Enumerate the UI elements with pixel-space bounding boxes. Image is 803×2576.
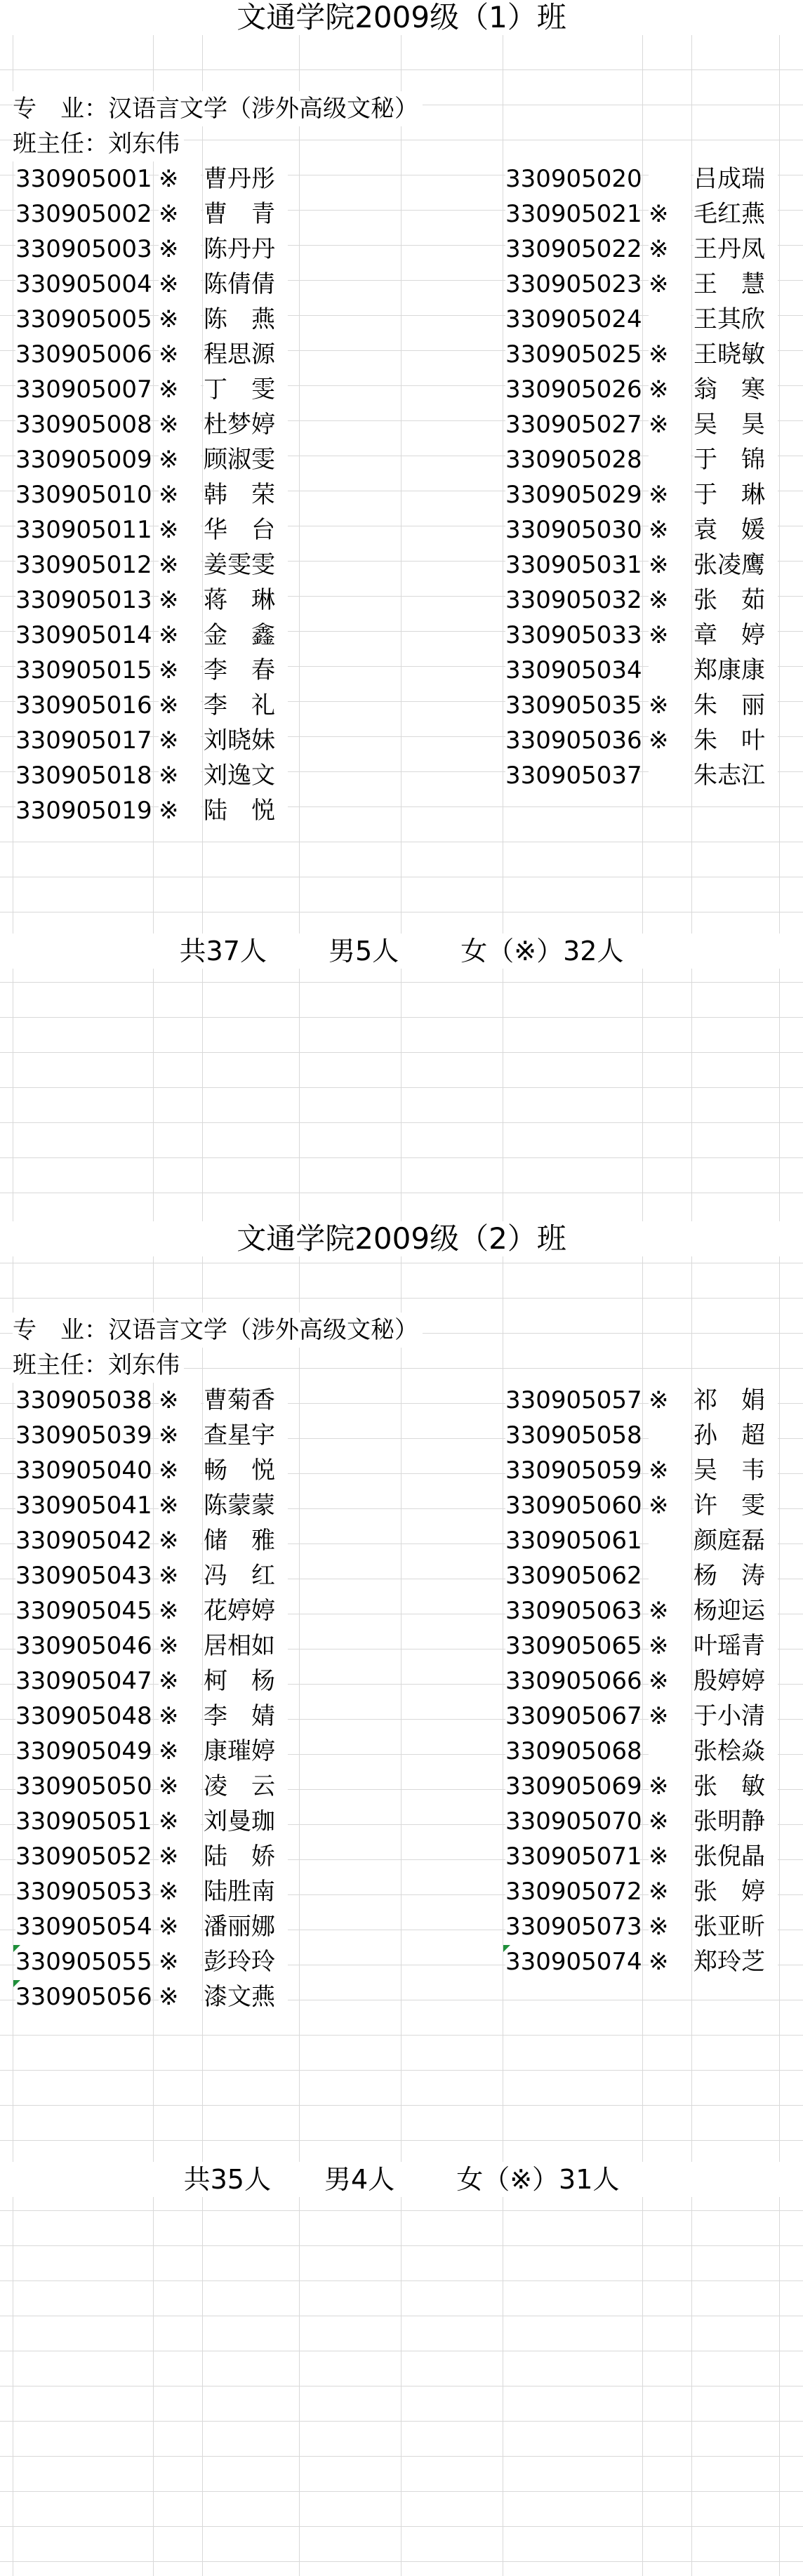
female-mark: ※ bbox=[649, 1699, 691, 1734]
student-name: 畅 悦 bbox=[204, 1453, 288, 1488]
student-name: 郑玲芝 bbox=[694, 1944, 778, 1979]
student-id: 330905049 bbox=[15, 1734, 149, 1769]
student-name: 查星宇 bbox=[204, 1418, 288, 1453]
student-id: 330905067 bbox=[505, 1699, 639, 1734]
student-name: 居相如 bbox=[204, 1628, 288, 1664]
student-id: 330905071 bbox=[505, 1839, 639, 1874]
student-name: 冯 红 bbox=[204, 1558, 288, 1593]
female-mark: ※ bbox=[159, 547, 201, 583]
female-mark: ※ bbox=[159, 1488, 201, 1523]
student-id: 330905024 bbox=[505, 302, 639, 337]
student-id: 330905015 bbox=[15, 653, 149, 688]
female-mark: ※ bbox=[159, 1944, 201, 1979]
student-id: 330905019 bbox=[15, 793, 149, 828]
female-mark: ※ bbox=[649, 477, 691, 512]
student-name: 姜雯雯 bbox=[204, 547, 288, 583]
student-id: 330905009 bbox=[15, 442, 149, 477]
student-name: 刘逸文 bbox=[204, 758, 288, 793]
student-name: 彭玲玲 bbox=[204, 1944, 288, 1979]
student-name: 康璀婷 bbox=[204, 1734, 288, 1769]
female-mark: ※ bbox=[649, 1488, 691, 1523]
student-name: 刘曼珈 bbox=[204, 1804, 288, 1839]
student-name: 章 婷 bbox=[694, 618, 778, 653]
student-id: 330905052 bbox=[15, 1839, 149, 1874]
student-name: 孙 超 bbox=[694, 1418, 778, 1453]
female-mark: ※ bbox=[649, 1453, 691, 1488]
female-mark: ※ bbox=[649, 1628, 691, 1664]
female-mark: ※ bbox=[159, 1523, 201, 1558]
class-summary-1: 共37人 男5人 女（※）32人 bbox=[0, 934, 803, 969]
female-mark: ※ bbox=[649, 1769, 691, 1804]
student-name: 张明静 bbox=[694, 1804, 778, 1839]
female-mark: ※ bbox=[159, 1874, 201, 1909]
teacher-value: 刘东伟 bbox=[108, 130, 180, 158]
student-name: 王 慧 bbox=[694, 267, 778, 302]
student-id: 330905045 bbox=[15, 1593, 149, 1628]
teacher-row-1 bbox=[13, 126, 184, 161]
student-name: 祁 娟 bbox=[694, 1383, 778, 1418]
female-mark: ※ bbox=[159, 1839, 201, 1874]
female-mark: ※ bbox=[649, 1874, 691, 1909]
teacher-label: 班主任： bbox=[13, 1351, 108, 1379]
female-mark bbox=[649, 1523, 691, 1558]
class-title-1: 文通学院2009级（1）班 bbox=[0, 0, 803, 35]
student-id: 330905058 bbox=[505, 1418, 639, 1453]
student-name: 叶瑶青 bbox=[694, 1628, 778, 1664]
cell-marker bbox=[13, 1980, 20, 1987]
student-id: 330905001 bbox=[15, 161, 149, 197]
cell-marker bbox=[13, 1945, 20, 1952]
student-id: 330905026 bbox=[505, 372, 639, 407]
student-name: 于 琳 bbox=[694, 477, 778, 512]
student-name: 于小清 bbox=[694, 1699, 778, 1734]
female-mark: ※ bbox=[649, 197, 691, 232]
student-name: 刘晓妹 bbox=[204, 723, 288, 758]
female-mark: ※ bbox=[159, 1453, 201, 1488]
student-id: 330905041 bbox=[15, 1488, 149, 1523]
student-name: 陈倩倩 bbox=[204, 267, 288, 302]
student-name: 曹菊香 bbox=[204, 1383, 288, 1418]
student-name: 毛红燕 bbox=[694, 197, 778, 232]
student-id: 330905069 bbox=[505, 1769, 639, 1804]
student-name: 顾淑雯 bbox=[204, 442, 288, 477]
major-value: 汉语言文学（涉外高级文秘） bbox=[108, 1316, 418, 1344]
female-mark bbox=[649, 302, 691, 337]
student-name: 李 礼 bbox=[204, 688, 288, 723]
female-mark: ※ bbox=[159, 1804, 201, 1839]
student-id: 330905007 bbox=[15, 372, 149, 407]
student-name: 华 台 bbox=[204, 512, 288, 547]
student-name: 朱 丽 bbox=[694, 688, 778, 723]
female-mark: ※ bbox=[649, 337, 691, 372]
female-mark: ※ bbox=[159, 1769, 201, 1804]
student-id: 330905066 bbox=[505, 1664, 639, 1699]
student-name: 程思源 bbox=[204, 337, 288, 372]
student-name: 杜梦婷 bbox=[204, 407, 288, 442]
student-id: 330905043 bbox=[15, 1558, 149, 1593]
female-mark: ※ bbox=[159, 407, 201, 442]
major-row-2 bbox=[13, 1313, 423, 1348]
female-mark: ※ bbox=[159, 618, 201, 653]
student-id: 330905005 bbox=[15, 302, 149, 337]
student-id: 330905013 bbox=[15, 583, 149, 618]
female-mark: ※ bbox=[159, 653, 201, 688]
female-mark: ※ bbox=[649, 1804, 691, 1839]
student-name: 朱 叶 bbox=[694, 723, 778, 758]
student-name: 储 雅 bbox=[204, 1523, 288, 1558]
female-mark: ※ bbox=[159, 1383, 201, 1418]
student-id: 330905074 bbox=[505, 1944, 639, 1979]
female-mark: ※ bbox=[159, 1734, 201, 1769]
female-mark: ※ bbox=[159, 1558, 201, 1593]
student-name: 吴 昊 bbox=[694, 407, 778, 442]
cell-marker bbox=[503, 1945, 510, 1952]
student-name: 陈丹丹 bbox=[204, 232, 288, 267]
female-mark: ※ bbox=[649, 688, 691, 723]
student-name: 柯 杨 bbox=[204, 1664, 288, 1699]
female-mark: ※ bbox=[649, 1593, 691, 1628]
student-id: 330905061 bbox=[505, 1523, 639, 1558]
student-name: 杨 涛 bbox=[694, 1558, 778, 1593]
student-name: 韩 荣 bbox=[204, 477, 288, 512]
student-id: 330905012 bbox=[15, 547, 149, 583]
female-mark bbox=[649, 1558, 691, 1593]
female-mark: ※ bbox=[159, 1418, 201, 1453]
student-id: 330905051 bbox=[15, 1804, 149, 1839]
teacher-value: 刘东伟 bbox=[108, 1351, 180, 1379]
female-mark: ※ bbox=[649, 1383, 691, 1418]
student-id: 330905070 bbox=[505, 1804, 639, 1839]
student-name: 颜庭磊 bbox=[694, 1523, 778, 1558]
student-name: 许 雯 bbox=[694, 1488, 778, 1523]
student-id: 330905031 bbox=[505, 547, 639, 583]
student-name: 曹 青 bbox=[204, 197, 288, 232]
student-id: 330905062 bbox=[505, 1558, 639, 1593]
student-id: 330905022 bbox=[505, 232, 639, 267]
student-id: 330905040 bbox=[15, 1453, 149, 1488]
class-summary-2: 共35人 男4人 女（※）31人 bbox=[0, 2162, 803, 2197]
student-id: 330905039 bbox=[15, 1418, 149, 1453]
student-name: 张桧焱 bbox=[694, 1734, 778, 1769]
student-id: 330905038 bbox=[15, 1383, 149, 1418]
student-id: 330905029 bbox=[505, 477, 639, 512]
student-name: 吕成瑞 bbox=[694, 161, 778, 197]
student-id: 330905053 bbox=[15, 1874, 149, 1909]
female-mark bbox=[649, 758, 691, 793]
student-id: 330905048 bbox=[15, 1699, 149, 1734]
student-name: 郑康康 bbox=[694, 653, 778, 688]
student-id: 330905068 bbox=[505, 1734, 639, 1769]
student-name: 曹丹彤 bbox=[204, 161, 288, 197]
student-name: 陈蒙蒙 bbox=[204, 1488, 288, 1523]
student-name: 张亚昕 bbox=[694, 1909, 778, 1944]
student-name: 杨迎运 bbox=[694, 1593, 778, 1628]
female-mark: ※ bbox=[649, 1664, 691, 1699]
student-name: 陆 娇 bbox=[204, 1839, 288, 1874]
female-mark: ※ bbox=[159, 477, 201, 512]
student-name: 王丹凤 bbox=[694, 232, 778, 267]
student-id: 330905046 bbox=[15, 1628, 149, 1664]
major-row-1 bbox=[13, 91, 423, 126]
student-id: 330905037 bbox=[505, 758, 639, 793]
student-name: 吴 韦 bbox=[694, 1453, 778, 1488]
student-name: 王其欣 bbox=[694, 302, 778, 337]
student-id: 330905032 bbox=[505, 583, 639, 618]
female-mark: ※ bbox=[649, 618, 691, 653]
student-name: 殷婷婷 bbox=[694, 1664, 778, 1699]
student-name: 袁 媛 bbox=[694, 512, 778, 547]
female-mark: ※ bbox=[649, 372, 691, 407]
female-mark: ※ bbox=[159, 161, 201, 197]
female-mark: ※ bbox=[159, 302, 201, 337]
student-name: 花婷婷 bbox=[204, 1593, 288, 1628]
student-name: 于 锦 bbox=[694, 442, 778, 477]
student-name: 凌 云 bbox=[204, 1769, 288, 1804]
female-mark bbox=[649, 442, 691, 477]
student-name: 潘丽娜 bbox=[204, 1909, 288, 1944]
female-mark bbox=[649, 1734, 691, 1769]
student-id: 330905059 bbox=[505, 1453, 639, 1488]
student-name: 李 春 bbox=[204, 653, 288, 688]
female-mark bbox=[649, 1418, 691, 1453]
student-id: 330905010 bbox=[15, 477, 149, 512]
teacher-label: 班主任： bbox=[13, 130, 108, 158]
student-id: 330905003 bbox=[15, 232, 149, 267]
student-id: 330905030 bbox=[505, 512, 639, 547]
student-id: 330905025 bbox=[505, 337, 639, 372]
female-mark: ※ bbox=[159, 372, 201, 407]
student-name: 陈 燕 bbox=[204, 302, 288, 337]
student-id: 330905016 bbox=[15, 688, 149, 723]
female-mark: ※ bbox=[649, 407, 691, 442]
student-name: 陆 悦 bbox=[204, 793, 288, 828]
female-mark: ※ bbox=[159, 442, 201, 477]
student-id: 330905047 bbox=[15, 1664, 149, 1699]
female-mark: ※ bbox=[159, 723, 201, 758]
female-mark: ※ bbox=[649, 723, 691, 758]
student-id: 330905065 bbox=[505, 1628, 639, 1664]
student-id: 330905054 bbox=[15, 1909, 149, 1944]
student-id: 330905063 bbox=[505, 1593, 639, 1628]
female-mark: ※ bbox=[649, 1944, 691, 1979]
student-id: 330905035 bbox=[505, 688, 639, 723]
student-name: 李 婧 bbox=[204, 1699, 288, 1734]
student-id: 330905008 bbox=[15, 407, 149, 442]
class-title-2: 文通学院2009级（2）班 bbox=[0, 1221, 803, 1256]
female-mark: ※ bbox=[649, 1839, 691, 1874]
student-name: 张 婷 bbox=[694, 1874, 778, 1909]
student-id: 330905018 bbox=[15, 758, 149, 793]
student-id: 330905050 bbox=[15, 1769, 149, 1804]
female-mark: ※ bbox=[649, 512, 691, 547]
student-name: 张 茹 bbox=[694, 583, 778, 618]
female-mark: ※ bbox=[159, 1664, 201, 1699]
student-id: 330905017 bbox=[15, 723, 149, 758]
female-mark: ※ bbox=[159, 758, 201, 793]
student-id: 330905028 bbox=[505, 442, 639, 477]
student-id: 330905060 bbox=[505, 1488, 639, 1523]
major-value: 汉语言文学（涉外高级文秘） bbox=[108, 95, 418, 123]
student-name: 陆胜南 bbox=[204, 1874, 288, 1909]
female-mark: ※ bbox=[159, 1593, 201, 1628]
female-mark: ※ bbox=[649, 1909, 691, 1944]
female-mark: ※ bbox=[649, 547, 691, 583]
student-id: 330905073 bbox=[505, 1909, 639, 1944]
student-name: 丁 雯 bbox=[204, 372, 288, 407]
student-name: 漆文燕 bbox=[204, 1979, 288, 2014]
female-mark: ※ bbox=[159, 793, 201, 828]
female-mark: ※ bbox=[159, 1979, 201, 2014]
student-id: 330905042 bbox=[15, 1523, 149, 1558]
student-id: 330905033 bbox=[505, 618, 639, 653]
student-name: 张凌鹰 bbox=[694, 547, 778, 583]
major-label: 专 业： bbox=[13, 95, 108, 123]
student-id: 330905002 bbox=[15, 197, 149, 232]
student-id: 330905034 bbox=[505, 653, 639, 688]
student-id: 330905027 bbox=[505, 407, 639, 442]
student-name: 翁 寒 bbox=[694, 372, 778, 407]
female-mark: ※ bbox=[159, 688, 201, 723]
student-id: 330905023 bbox=[505, 267, 639, 302]
female-mark: ※ bbox=[649, 267, 691, 302]
female-mark: ※ bbox=[649, 583, 691, 618]
student-id: 330905056 bbox=[15, 1979, 149, 2014]
female-mark bbox=[649, 653, 691, 688]
student-id: 330905020 bbox=[505, 161, 639, 197]
female-mark: ※ bbox=[649, 232, 691, 267]
student-name: 朱志江 bbox=[694, 758, 778, 793]
female-mark: ※ bbox=[159, 337, 201, 372]
student-name: 王晓敏 bbox=[694, 337, 778, 372]
student-id: 330905072 bbox=[505, 1874, 639, 1909]
student-id: 330905014 bbox=[15, 618, 149, 653]
female-mark: ※ bbox=[159, 267, 201, 302]
female-mark: ※ bbox=[159, 583, 201, 618]
teacher-row-2 bbox=[13, 1348, 184, 1383]
female-mark: ※ bbox=[159, 232, 201, 267]
student-id: 330905036 bbox=[505, 723, 639, 758]
student-id: 330905006 bbox=[15, 337, 149, 372]
female-mark bbox=[649, 161, 691, 197]
student-id: 330905057 bbox=[505, 1383, 639, 1418]
student-name: 金 鑫 bbox=[204, 618, 288, 653]
major-label: 专 业： bbox=[13, 1316, 108, 1344]
student-id: 330905004 bbox=[15, 267, 149, 302]
female-mark: ※ bbox=[159, 1909, 201, 1944]
student-id: 330905055 bbox=[15, 1944, 149, 1979]
student-id: 330905011 bbox=[15, 512, 149, 547]
student-name: 张倪晶 bbox=[694, 1839, 778, 1874]
student-id: 330905021 bbox=[505, 197, 639, 232]
female-mark: ※ bbox=[159, 1628, 201, 1664]
female-mark: ※ bbox=[159, 512, 201, 547]
female-mark: ※ bbox=[159, 197, 201, 232]
student-name: 蒋 琳 bbox=[204, 583, 288, 618]
female-mark: ※ bbox=[159, 1699, 201, 1734]
student-name: 张 敏 bbox=[694, 1769, 778, 1804]
